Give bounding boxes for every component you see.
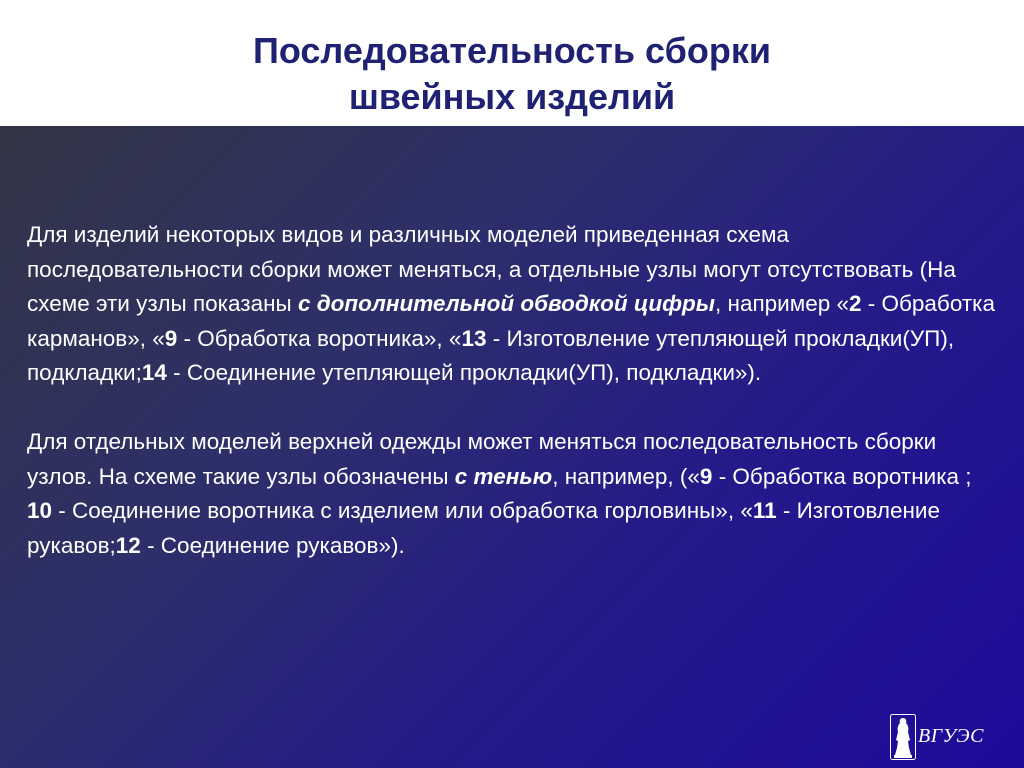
p1-text-5: - Изготовление утепляющей прокладки(УП), подкладки; (27, 325, 955, 385)
p2-number-2: 10 (27, 498, 53, 523)
statue-emblem-icon (890, 714, 916, 760)
p1-number-4: 14 (141, 360, 167, 385)
p2-text-6: - Соединение рукавов»). (140, 532, 405, 558)
p1-text-3: - Обработка карманов», « (27, 291, 995, 351)
p2-text-2: , например, (« (552, 463, 700, 489)
paragraph-optional-nodes (27, 218, 1002, 391)
title-line-1: Последовательность сборки (253, 30, 771, 71)
p1-number-3: 13 (461, 325, 487, 351)
p1-emphasis: с дополнительной обводкой цифры (297, 291, 716, 316)
p2-text-4: - Соединение воротника с изделием или обработка горловины», « (52, 498, 753, 523)
title-line-2: швейных изделий (348, 76, 676, 117)
p2-emphasis: с тенью (454, 463, 553, 489)
p1-number-2: 9 (164, 325, 178, 351)
p1-number-1: 2 (849, 291, 862, 316)
logo-text: ВГУЭС (918, 725, 984, 747)
university-logo (886, 712, 996, 762)
p1-text-4: - Обработка воротника», « (177, 325, 462, 351)
p2-text-1: Для отдельных моделей верхней одежды может меняться последовательность сборки узлов. На схеме такие узлы обозначены (27, 429, 937, 489)
p2-number-1: 9 (699, 463, 713, 489)
paragraph-shadowed-nodes (27, 425, 1002, 563)
p2-text-3: - Обработка воротника ; (712, 463, 972, 489)
p1-text-6: - Соединение утепляющей прокладки(УП), подкладки»). (166, 360, 762, 385)
p1-text-1: Для изделий некоторых видов и различных моделей приведенная схема последовательности сборки может меняться, а отдельные узлы могут отсутствовать (На схеме эти узлы показаны (27, 222, 956, 316)
p2-number-3: 11 (752, 498, 777, 523)
p2-text-5: - Изготовление рукавов; (27, 498, 941, 558)
title-area (0, 0, 1024, 126)
slide-title (0, 28, 1024, 120)
p1-text-2: , например « (715, 291, 849, 316)
p2-number-4: 12 (115, 532, 141, 558)
body-text (27, 218, 1002, 563)
